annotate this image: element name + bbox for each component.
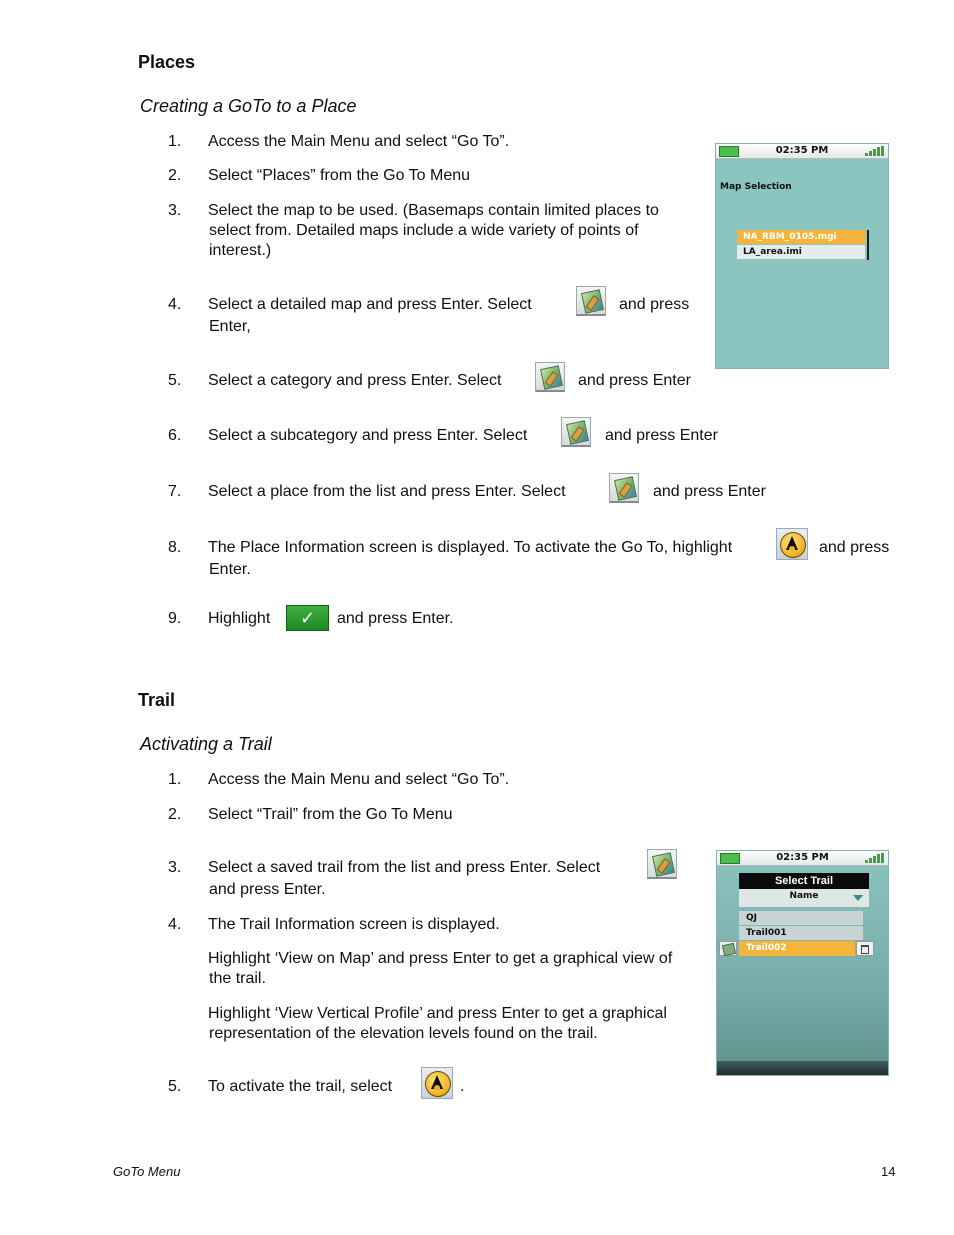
select-map-icon bbox=[535, 362, 565, 392]
sort-down-icon bbox=[853, 895, 863, 901]
select-map-icon bbox=[609, 473, 639, 503]
column-header bbox=[739, 889, 869, 907]
step-text: and press Enter bbox=[578, 372, 691, 389]
step-text: Select a place from the list and press Enter. Select bbox=[208, 483, 566, 500]
step-text: . bbox=[460, 1078, 465, 1095]
step-number: 6. bbox=[168, 427, 182, 444]
map-list bbox=[737, 230, 869, 260]
step-text: representation of the elevation levels found on the trail. bbox=[209, 1025, 598, 1042]
step-number: 1. bbox=[168, 133, 182, 150]
step-text: Highlight ‘View Vertical Profile’ and press Enter to get a graphical bbox=[208, 1005, 667, 1022]
page-number: 14 bbox=[881, 1164, 896, 1179]
step-text: Select a subcategory and press Enter. Select bbox=[208, 427, 528, 444]
step-number: 3. bbox=[168, 859, 182, 876]
step-text: Enter, bbox=[209, 318, 251, 335]
signal-icon bbox=[865, 146, 885, 156]
status-bar bbox=[717, 851, 888, 866]
list-item: NA_RBM_0105.mgi bbox=[737, 230, 865, 244]
signal-icon bbox=[865, 853, 885, 863]
step-text: Select a saved trail from the list and press Enter. Select bbox=[208, 859, 601, 876]
list-item: Trail002 bbox=[739, 941, 855, 956]
step-number: 4. bbox=[168, 296, 182, 313]
places-subheading: Creating a GoTo to a Place bbox=[140, 96, 357, 116]
step-text: Select a detailed map and press Enter. Select bbox=[208, 296, 532, 313]
clock: 02:35 PM bbox=[776, 852, 829, 863]
list-item: QJ bbox=[739, 911, 863, 925]
step-text: select from. Detailed maps include a wide variety of points of bbox=[209, 222, 639, 239]
step-number: 5. bbox=[168, 372, 182, 389]
step-text: Select “Places” from the Go To Menu bbox=[208, 167, 471, 184]
screen-title: Map Selection bbox=[720, 182, 792, 192]
select-map-icon bbox=[647, 849, 677, 879]
step-number: 8. bbox=[168, 539, 182, 556]
step-text: To activate the trail, select bbox=[208, 1078, 393, 1095]
step-text: and press Enter bbox=[653, 483, 766, 500]
step-number: 1. bbox=[168, 771, 182, 788]
screen-title: Select Trail bbox=[739, 873, 869, 889]
column-name: Name bbox=[789, 891, 819, 901]
step-text: and press Enter. bbox=[337, 610, 454, 627]
list-item: Trail001 bbox=[739, 926, 863, 940]
trash-icon bbox=[856, 941, 874, 956]
goto-arrow-icon bbox=[776, 528, 808, 560]
step-text: Select “Trail” from the Go To Menu bbox=[208, 806, 453, 823]
step-text: Select a category and press Enter. Select bbox=[208, 372, 502, 389]
step-text: Highlight ‘View on Map’ and press Enter to get a graphical view of bbox=[208, 950, 673, 967]
step-text: and press bbox=[819, 539, 890, 556]
step-text: Access the Main Menu and select “Go To”. bbox=[208, 771, 510, 788]
step-text: interest.) bbox=[209, 242, 272, 259]
step-number: 2. bbox=[168, 167, 182, 184]
step-text: Highlight bbox=[208, 610, 271, 627]
select-map-icon bbox=[576, 286, 606, 316]
step-number: 4. bbox=[168, 916, 182, 933]
list-item: LA_area.imi bbox=[737, 245, 865, 259]
bottom-bar bbox=[717, 1061, 888, 1075]
step-text: Select the map to be used. (Basemaps contain limited places to bbox=[208, 202, 659, 219]
trail-heading: Trail bbox=[138, 690, 176, 710]
step-text: The Place Information screen is displayed. To activate the Go To, highlight bbox=[208, 539, 733, 556]
places-heading: Places bbox=[138, 52, 196, 72]
select-map-icon bbox=[561, 417, 591, 447]
clock: 02:35 PM bbox=[775, 145, 829, 156]
goto-arrow-icon bbox=[421, 1067, 453, 1099]
step-text: and press bbox=[619, 296, 690, 313]
map-selection-screenshot bbox=[715, 143, 889, 369]
step-text: the trail. bbox=[209, 970, 266, 987]
step-text: and press Enter bbox=[605, 427, 718, 444]
step-text: Enter. bbox=[209, 561, 251, 578]
step-number: 5. bbox=[168, 1078, 182, 1095]
status-bar bbox=[716, 144, 888, 159]
footer-section-title: GoTo Menu bbox=[113, 1164, 181, 1179]
step-number: 7. bbox=[168, 483, 182, 500]
step-text: The Trail Information screen is displayed. bbox=[208, 916, 500, 933]
select-trail-screenshot bbox=[716, 850, 889, 1076]
checkmark-icon: ✓ bbox=[286, 605, 329, 631]
step-number: 9. bbox=[168, 610, 182, 627]
step-number: 2. bbox=[168, 806, 182, 823]
step-text: and press Enter. bbox=[209, 881, 326, 898]
trail-subheading: Activating a Trail bbox=[140, 734, 272, 754]
step-number: 3. bbox=[168, 202, 182, 219]
step-text: Access the Main Menu and select “Go To”. bbox=[208, 133, 510, 150]
select-map-icon bbox=[719, 941, 737, 956]
